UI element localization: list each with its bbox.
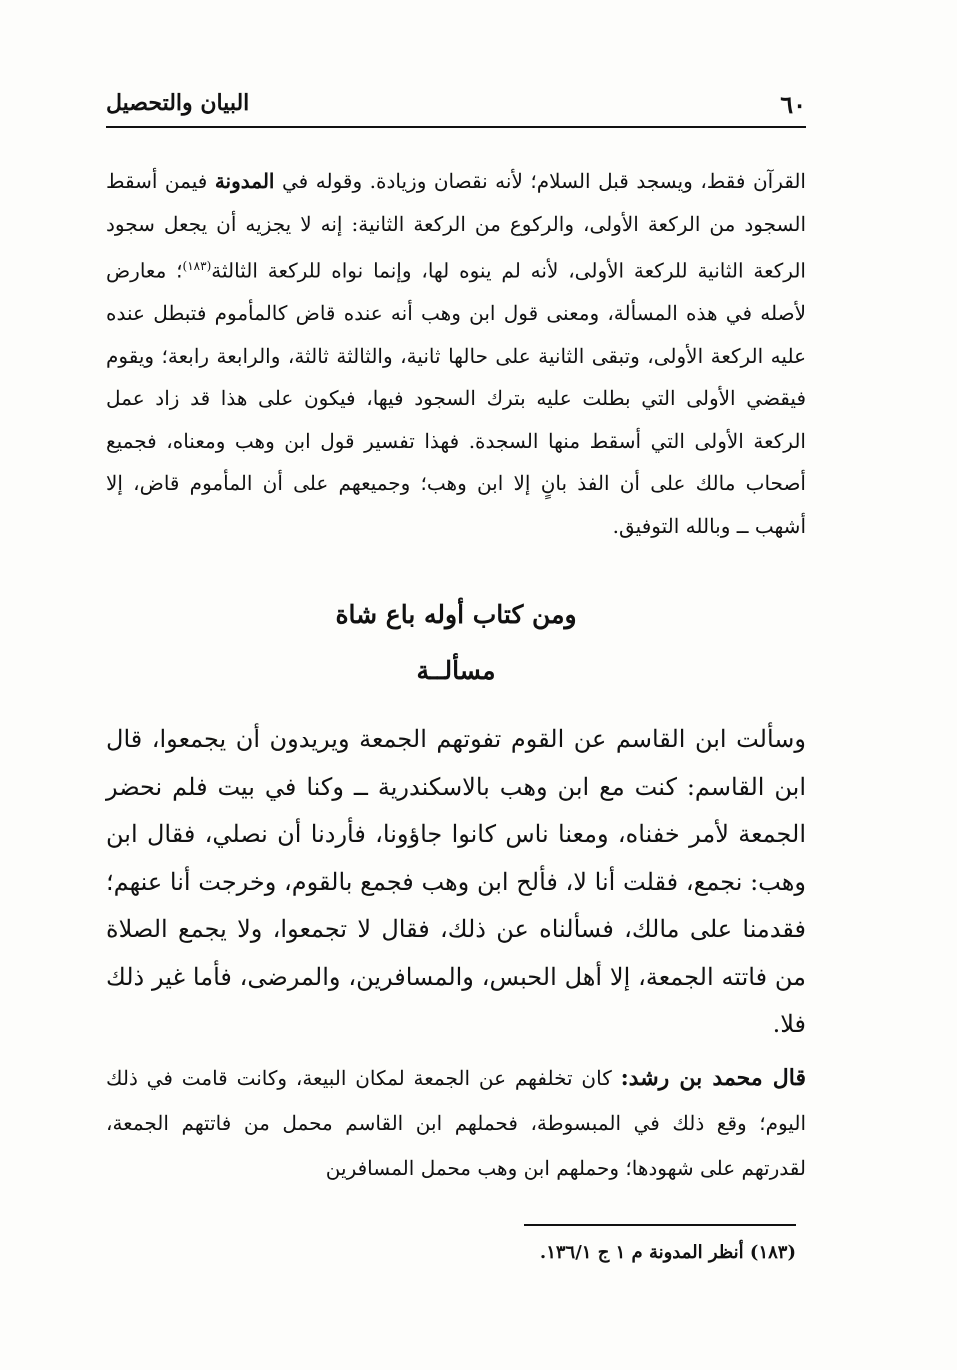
- section-heading: ومن كتاب أوله باع شاة: [335, 600, 577, 629]
- book-name: المدونة: [214, 169, 275, 193]
- paragraph-1-text-b: فيمن أسقط السجود من الركعة الأولى، والركوع من الركعة الثانية: إنه لا يجزيه أن يجعل سجود الركعة الثانية للركعة الأولى، لأنه لم ينوه لها، وإنما نواه للركعة الثالثة: [106, 169, 806, 283]
- paragraph-2: وسألت ابن القاسم عن القوم تفوتهم الجمعة ويريدون أن يجمعوا، قال ابن القاسم: كنت مع ابن وهب بالاسكندرية ــ وكنا في بيت فلم نحضر الجمعة لأمر خفناه، ومعنا ناس كانوا جاؤونا، فأردنا أن نصلي، فقال ابن وهب: نجمع، فقلت أنا لا، فألح ابن وهب فجمع بالقوم، وخرجت أنا عنهم؛ فقدمنا على مالك، فسألناه عن ذلك، فقال لا تجمعوا، ولا يجمع الصلاة من فاتته الجمعة، إلا أهل الحبس، والمسافرين، والمرضى، فأما غير ذلك فلا.: [106, 725, 807, 1038]
- header-rule: [106, 126, 806, 128]
- paragraph-3: [106, 1056, 806, 1191]
- paragraph-3-text: كان تخلفهم عن الجمعة لمكان البيعة، وكانت قامت في ذلك اليوم؛ وقع ذلك في المبسوطة، فحملهم ابن القاسم محمل من فاتتهم الجمعة، لقدرتهم على شهودها؛ وحملهم ابن وهب محمل المسافرين: [106, 1066, 806, 1180]
- footnote-text: أنظر المدونة م ١ ج ١٣٦/١.: [539, 1242, 744, 1263]
- paragraph-1-text-c: ؛ معارض لأصله في هذه المسألة، ومعنى قول ابن وهب أنه عنده قاض كالمأموم فتبطل عنده عليه الركعة الأولى، وتبقى الثانية على حالها ثانية، والثالثة ثالثة، والرابعة رابعة؛ ويقوم فيقضي الأولى التي بطلت عليه بترك السجود فيها، فيكون على هذا قد زاد عمل الركعة الأولى التي أسقط منها السجدة. فهذا تفسير قول ابن وهب ومعناه، فجميع أصحاب مالك على أن الفذ بانٍ إلا ابن وهب؛ وجميعهم على أن المأموم قاض، إلا أشهب ــ وبالله التوفيق.: [106, 258, 806, 538]
- issue-heading: مسألــة: [416, 656, 496, 685]
- footnote-rule: [524, 1224, 796, 1226]
- page-number: ٦٠: [780, 90, 806, 119]
- paragraph-1: [106, 160, 806, 547]
- page-header: [106, 86, 806, 126]
- paragraph-1-text-a: القرآن فقط، ويسجد قبل السلام؛ لأنه نقصان وزيادة. وقوله في: [274, 169, 806, 193]
- footnote-reference: (١٨٣): [182, 259, 212, 273]
- commentary-speaker: قال محمد بن رشد:: [620, 1065, 806, 1091]
- footnote-number: (١٨٣): [749, 1242, 796, 1263]
- running-title: البيان والتحصيل: [106, 90, 250, 116]
- footnote: [106, 1242, 796, 1263]
